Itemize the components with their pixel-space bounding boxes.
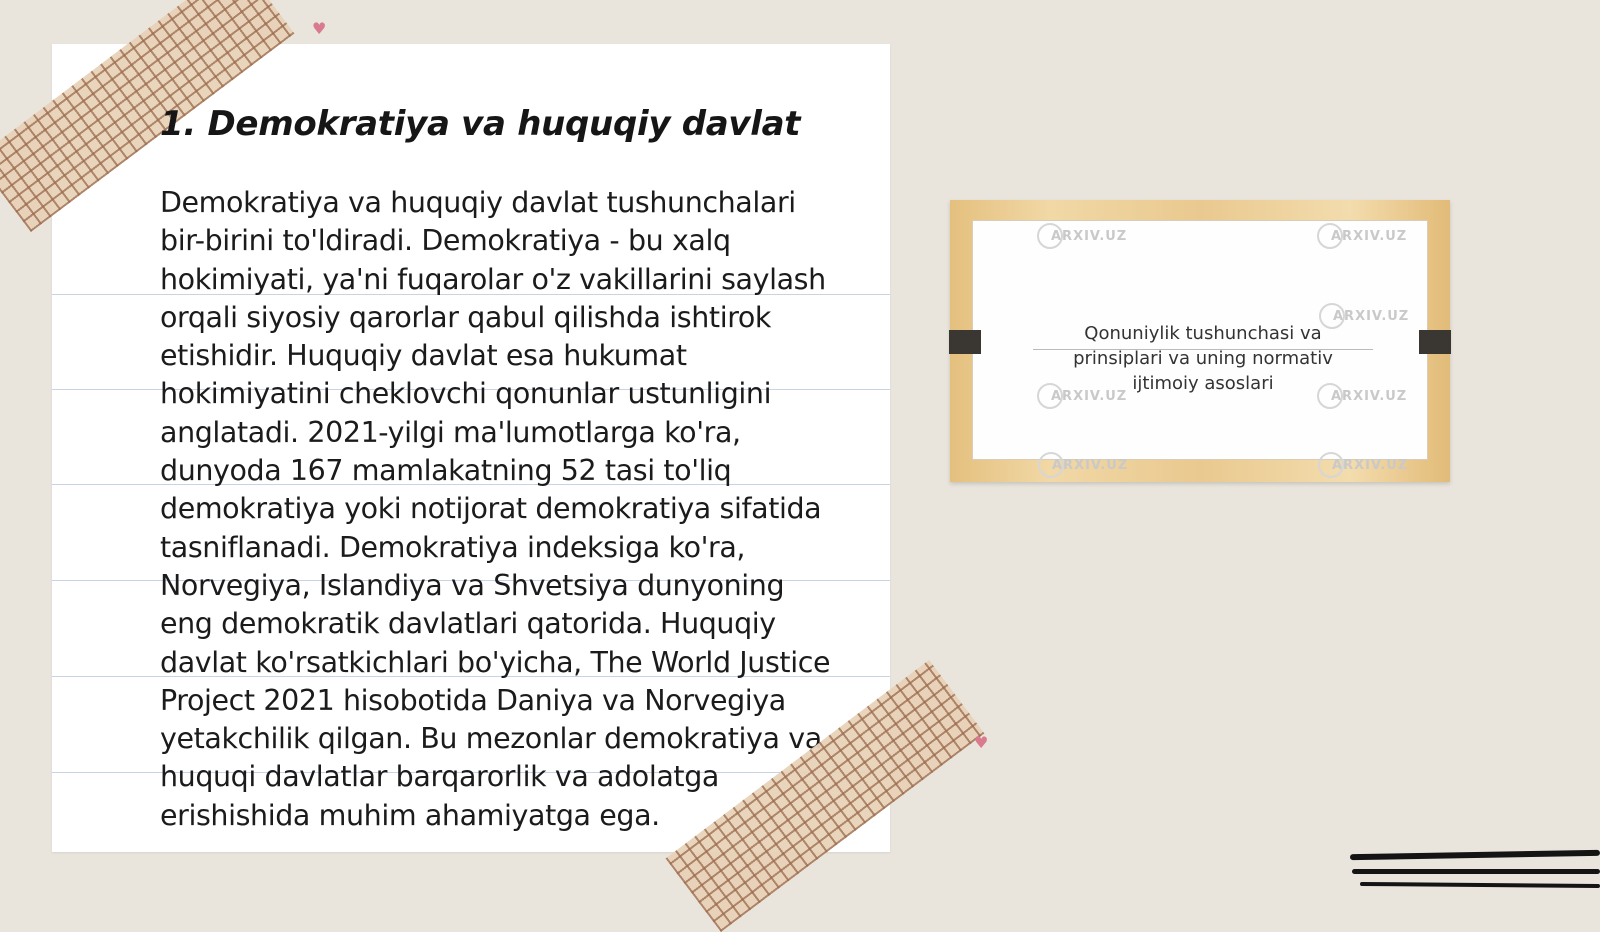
brush-stroke: [1352, 869, 1600, 874]
watermark: ARXIV.UZ: [1051, 229, 1128, 244]
frame-clip-right: [1419, 330, 1451, 354]
watermark: ARXIV.UZ: [1333, 309, 1410, 324]
heart-icon: ♥: [312, 19, 327, 38]
watermark: ARXIV.UZ: [1052, 458, 1129, 473]
frame-clip-left: [949, 330, 981, 354]
watermark: ARXIV.UZ: [1051, 389, 1128, 404]
image-caption: Qonuniylik tushunchasi va prinsiplari va uning normativ ijtimoiy asoslari: [1073, 323, 1333, 394]
heart-icon: ♥: [974, 733, 989, 752]
watermark: ARXIV.UZ: [1332, 458, 1409, 473]
slide-paragraph: Demokratiya va huquqiy davlat tushunchalari bir-birini to'ldiradi. Demokratiya - bu xalq hokimiyati, ya'ni fuqarolar o'z vakillarini saylash orqali siyosiy qarorlar qabul qilishda ishtirok etishidir. Huquqiy davlat esa hukumat hokimiyatini cheklovchi qonunlar ustunligini anglatadi. 2021-yilgi ma'lumotlarga ko'ra, dunyoda 167 mamlakatning 52 tasi to'liq demokratiya yoki notijorat demokratiya sifatida tasniflanadi. Demokratiya indeksiga ko'ra, Norvegiya, Islandiya va Shvetsiya dunyoning eng demokratik davlatlari qatorida. Huquqiy davlat ko'rsatkichlari bo'yicha, The World Justice Project 2021 hisobotida Daniya va Norvegiya yetakchilik qilgan. Bu mezonlar demokratiya va huquqi davlatlar barqarorlik va adolatga erishishida muhim ahamiyatga ega.: [160, 186, 831, 832]
image-card-inner: [972, 220, 1428, 460]
brush-stroke: [1360, 882, 1600, 888]
watermark: ARXIV.UZ: [1331, 229, 1408, 244]
image-card: [950, 200, 1450, 482]
watermark: ARXIV.UZ: [1331, 389, 1408, 404]
slide-heading: 1. Demokratiya va huquqiy davlat: [160, 104, 801, 144]
brush-stroke: [1350, 850, 1600, 860]
